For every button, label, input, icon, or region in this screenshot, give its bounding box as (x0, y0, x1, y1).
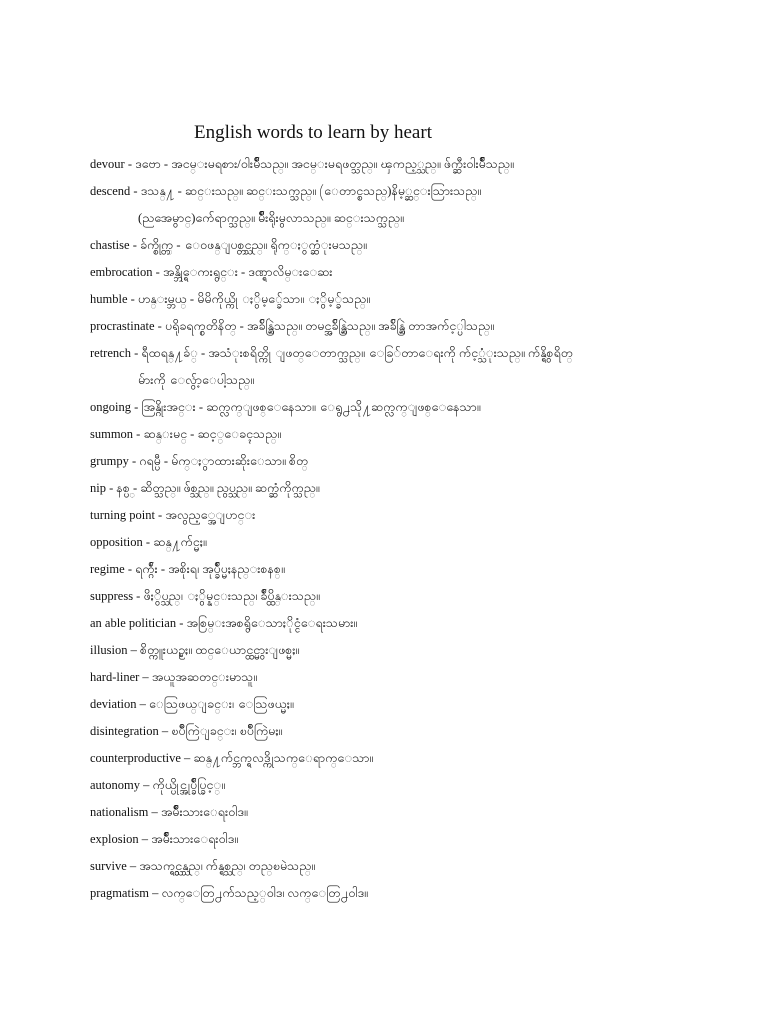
vocabulary-entry: procrastinate - ပရိုခရက္စတိနိတ္ - အခ်ိန္ဆြဲသည္။ တမင္အခ်ိန္ဆြဲသည္။ အခ်ိန္ဆြဲ တာအက်င့္ပါသည္။ (90, 319, 495, 333)
vocabulary-entry: descend - ဒသန္႔ - ဆင္းသည္။ ဆင္းသက္သည္။ (ေတာင္စသည္)နိမ့္ဆင္းသြားသည္။ (90, 184, 482, 198)
vocabulary-entry: explosion – အမ်ိဳးသားေရးဝါဒ။ (90, 832, 238, 846)
document-title: English words to learn by heart (194, 122, 432, 143)
vocabulary-entry: suppress - ဖိႏွိပ္သည္၊ ႏွိမ္နင္းသည္၊ ခ်ဳပ္ထိန္းသည္။ (90, 589, 320, 603)
vocabulary-entry: retrench - ရီထရန္႔ခ်္ - အသံုးစရိတ္ကို ျဖတ္ေတာက္သည္။ ေခြ်တာေရးကို က်င့္သံုးသည္။ က်န္ရွိစရိတ္ (90, 346, 573, 360)
vocabulary-entry: humble - ဟန္းမ္ဘယ္ - မိမိကိုယ္ကို ႏွိမ့္ခ်ေသာ။ ႏွိမ့္ခ်သည္။ (90, 292, 371, 306)
vocabulary-entry: deviation – ေသြဖယ္ျခင္း၊ ေသြဖယ္မႈ။ (90, 697, 294, 711)
vocabulary-entry: nip - နစ္ပ္ - ဆိတ္သည္။ ဖ်စ္သည္။ ညွပ္သည္။ ဆက္ဆံကိုက္သည္။ (90, 481, 320, 495)
vocabulary-entry-continuation: မ်ားကို ေလွ်ာ့ေပါ့သည္။ (138, 373, 254, 387)
vocabulary-entry: turning point - အလွည့္အေျပာင္း (90, 508, 256, 522)
vocabulary-entry: summon - ဆန္းမင္ - ဆင့္ေခၚသည္။ (90, 427, 281, 441)
vocabulary-entry: pragmatism – လက္ေတြ႕က်သည့္ဝါဒ၊ လက္ေတြ႕ဝါဒ။ (90, 886, 368, 900)
vocabulary-entry: an able politician - အစြမ္းအစရွိေသာႏိုင္ငံေရးသမား။ (90, 616, 358, 630)
vocabulary-entry: ongoing - အြန္ဂိုးအင္း - ဆက္လက္ျဖစ္ေနေသာ။ ေရွ႕သို႔ဆက္လက္ျဖစ္ေနေသာ။ (90, 400, 481, 414)
vocabulary-entry: hard-liner – အယူအဆတင္းမာသူ။ (90, 670, 258, 684)
vocabulary-entry: regime - ရက္ဂ်ီး - အစိုးရ၊ အုပ္ခ်ဳပ္မႈနည္းစနစ္။ (90, 562, 285, 576)
vocabulary-entry: counterproductive – ဆန္႔က်င္ဘက္ရလဒ္ကိုသက္ေရာက္ေသာ။ (90, 751, 374, 765)
vocabulary-entry: illusion – စိတ္ကူးယဥ္မႈ။ ထင္ေယာင္ထင္မွားျဖစ္မႈ။ (90, 643, 300, 657)
vocabulary-entry: chastise - ခ်က္စ္တိုက္ - ေဝဖန္ျပစ္တင္သည္။ ရိုက္ႏွက္ဆံုးမသည္။ (90, 238, 367, 252)
vocabulary-entry: autonomy – ကိုယ္ပိုင္အုပ္ခ်ဳပ္ခြင့္။ (90, 778, 225, 792)
vocabulary-entry: embrocation - အန္ဘ္ရိုေကးရွင္း - ဒဏ္ရာလိမ္းေဆး (90, 265, 333, 279)
vocabulary-list (90, 151, 750, 907)
vocabulary-entry-continuation: (ညအေမွာင္)က်ေရာက္သည္။ မ်ိဳးရိုးမွလာသည္။ ဆင္းသက္သည္။ (138, 211, 404, 225)
vocabulary-entry: devour - ဒဗော - အငမ္းမရစား/ဝါးမ်ိဳသည္။ အငမ္းမရဖတ္သည္။ ၾကည့္သည္။ ဖ်က္ဆီးဝါးမ်ိဳသည္။ (90, 157, 514, 171)
vocabulary-entry: opposition - ဆန္႔က်င္မႈ။ (90, 535, 207, 549)
vocabulary-entry: disintegration – ၿပိဳကြဲျခင္း၊ ၿပိဳကြဲမႈ။ (90, 724, 283, 738)
vocabulary-entry: nationalism – အမ်ိဳးသားေရးဝါဒ။ (90, 805, 248, 819)
vocabulary-entry: grumpy - ဂရမ္ပီ - မ်က္ႏွာထားဆိုးေသာ။ စိတ္ (90, 454, 309, 468)
vocabulary-entry: survive – အသက္ရွင္သန္သည္၊ က်န္ရစ္သည္၊ တည္ၿမဲသည္။ (90, 859, 316, 873)
